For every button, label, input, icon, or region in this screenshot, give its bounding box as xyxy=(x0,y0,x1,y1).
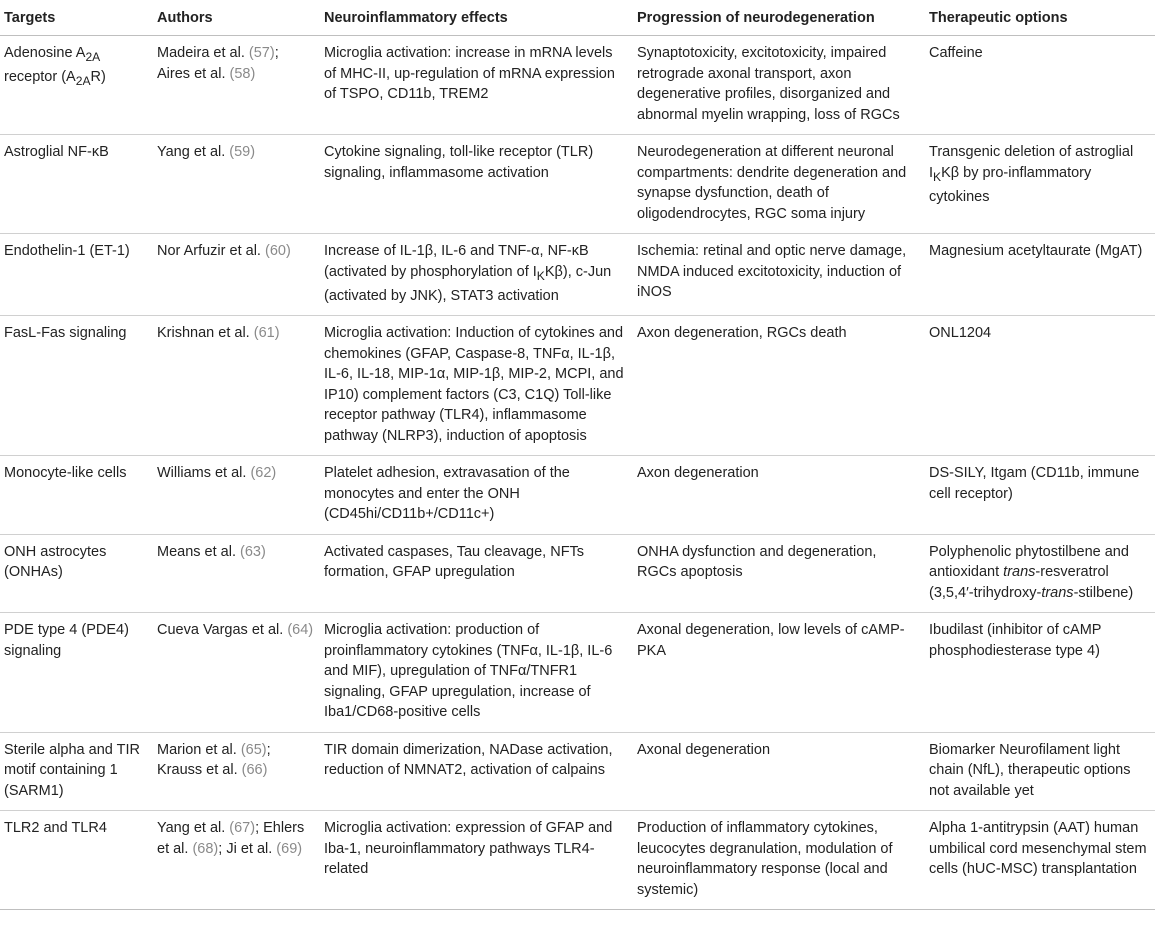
progression-cell: ONHA dysfunction and degeneration, RGCs apoptosis xyxy=(633,534,925,613)
progression-cell: Synaptotoxicity, excitotoxicity, impaired retrograde axonal transport, axon degenerative profiles, disorganized and abnormal myelin wrapping, loss of RGCs xyxy=(633,36,925,135)
table-row xyxy=(0,456,1155,535)
authors-cell: Krishnan et al. (61) xyxy=(153,316,320,456)
reference-link[interactable]: (59) xyxy=(229,144,256,160)
reference-link[interactable]: (68) xyxy=(192,840,219,857)
authors-cell: Yang et al. (59) xyxy=(153,135,320,234)
therapy-cell: Magnesium acetyltaurate (MgAT) xyxy=(925,234,1155,316)
target-cell: Monocyte-like cells xyxy=(0,456,153,535)
reference-link[interactable]: (60) xyxy=(264,243,291,259)
header-therapy: Therapeutic options xyxy=(925,0,1155,36)
therapy-cell: Polyphenolic phytostilbene and antioxidant trans-resveratrol (3,5,4′-trihydroxy-trans-stilbene) xyxy=(925,534,1155,613)
target-cell: FasL-Fas signaling xyxy=(0,316,153,456)
reference-link[interactable]: (63) xyxy=(240,543,266,560)
progression-cell: Axonal degeneration, low levels of cAMP-PKA xyxy=(633,613,925,733)
progression-cell: Neurodegeneration at different neuronal compartments: dendrite degeneration and synapse dysfunction, death of oligodendrocytes, RGC soma injury xyxy=(633,135,925,234)
table-row xyxy=(0,316,1155,456)
progression-cell: Ischemia: retinal and optic nerve damage, NMDA induced excitotoxicity, induction of iNOS xyxy=(633,234,925,316)
italic-text: trans xyxy=(1003,564,1036,581)
reference-link[interactable]: (66) xyxy=(241,762,268,779)
effects-cell: Microglia activation: production of proinflammatory cytokines (TNFα, IL-1β, IL-6 and MIF), upregulation of TNFα/TNFR1 signaling, GFAP upregulation, increase of Iba1/CD68-positive cells xyxy=(320,613,633,733)
effects-cell: Microglia activation: Induction of cytokines and chemokines (GFAP, Caspase-8, TNFα, IL-1β, IL-6, IL-18, MIP-1α, MIP-1β, MIP-2, MCPI, and IP10) complement factors (C3, C1Q) Toll-like receptor pathway (TLR4), inflammasome pathway (NLRP3), induction of apoptosis xyxy=(320,316,633,456)
table-row xyxy=(0,613,1155,733)
reference-link[interactable]: (57) xyxy=(248,45,275,61)
therapy-cell: DS-SILY, Itgam (CD11b, immune cell receptor) xyxy=(925,456,1155,535)
effects-cell: Platelet adhesion, extravasation of the monocytes and enter the ONH (CD45hi/CD11b+/CD11c+) xyxy=(320,456,633,535)
table-row xyxy=(0,534,1155,613)
therapy-cell: ONL1204 xyxy=(925,316,1155,456)
target-cell: Sterile alpha and TIR motif containing 1 (SARM1) xyxy=(0,732,153,811)
italic-text: trans xyxy=(1041,584,1074,601)
target-cell: TLR2 and TLR4 xyxy=(0,811,153,910)
authors-cell: Yang et al. (67); Ehlers et al. (68); Ji et al. (69) xyxy=(153,811,320,910)
target-cell: Astroglial NF-κB xyxy=(0,135,153,234)
progression-cell: Axon degeneration, RGCs death xyxy=(633,316,925,456)
reference-link[interactable]: (58) xyxy=(229,65,256,82)
table-row xyxy=(0,234,1155,316)
authors-cell: Williams et al. (62) xyxy=(153,456,320,535)
effects-cell: TIR domain dimerization, NADase activation, reduction of NMNAT2, activation of calpains xyxy=(320,732,633,811)
table-body xyxy=(0,36,1155,910)
target-cell: ONH astrocytes (ONHAs) xyxy=(0,534,153,613)
header-row xyxy=(0,0,1155,36)
header-progression: Progression of neurodegeneration xyxy=(633,0,925,36)
therapy-cell: Caffeine xyxy=(925,36,1155,135)
reference-link[interactable]: (61) xyxy=(253,325,280,342)
table-row xyxy=(0,811,1155,910)
authors-cell: Means et al. (63) xyxy=(153,534,320,613)
authors-cell: Marion et al. (65); Krauss et al. (66) xyxy=(153,732,320,811)
effects-cell: Increase of IL-1β, IL-6 and TNF-α, NF-κB (activated by phosphorylation of $I_KK\beta$), c-Jun (activated by JNK), STAT3 activation xyxy=(320,234,633,316)
therapy-cell: Ibudilast (inhibitor of cAMP phosphodiesterase type 4) xyxy=(925,613,1155,733)
subscript: 2A xyxy=(75,74,91,89)
therapy-cell: Alpha 1-antitrypsin (AAT) human umbilical cord mesenchymal stem cells (hUC-MSC) transplantation xyxy=(925,811,1155,910)
reference-link[interactable]: (64) xyxy=(287,622,314,639)
target-cell: PDE type 4 (PDE4) signaling xyxy=(0,613,153,733)
effects-cell: Activated caspases, Tau cleavage, NFTs formation, GFAP upregulation xyxy=(320,534,633,613)
table-row xyxy=(0,135,1155,234)
therapy-cell: Transgenic deletion of astroglial $I_KK\beta$ by pro-inflammatory cytokines xyxy=(925,135,1155,234)
table-row xyxy=(0,732,1155,811)
subscript: K xyxy=(536,268,545,283)
reference-link[interactable]: (62) xyxy=(250,465,277,482)
authors-cell: Cueva Vargas et al. (64) xyxy=(153,613,320,733)
reference-link[interactable]: (65) xyxy=(240,741,267,758)
subscript: K xyxy=(933,169,942,184)
header-authors: Authors xyxy=(153,0,320,36)
progression-cell: Production of inflammatory cytokines, leucocytes degranulation, modulation of neuroinflammatory response (local and systemic) xyxy=(633,811,925,910)
reference-link[interactable]: (69) xyxy=(276,840,303,857)
header-targets: Targets xyxy=(0,0,153,36)
progression-cell: Axon degeneration xyxy=(633,456,925,535)
target-cell: Endothelin-1 (ET-1) xyxy=(0,234,153,316)
progression-cell: Axonal degeneration xyxy=(633,732,925,811)
subscript: 2A xyxy=(85,49,101,64)
effects-cell: Microglia activation: expression of GFAP and Iba-1, neuroinflammatory pathways TLR4-related xyxy=(320,811,633,910)
header-effects: Neuroinflammatory effects xyxy=(320,0,633,36)
effects-cell: Cytokine signaling, toll-like receptor (TLR) signaling, inflammasome activation xyxy=(320,135,633,234)
effects-cell: Microglia activation: increase in mRNA levels of MHC-II, up-regulation of mRNA expression of TSPO, CD11b, TREM2 xyxy=(320,36,633,135)
authors-cell: Madeira et al. (57); Aires et al. (58) xyxy=(153,36,320,135)
authors-cell: Nor Arfuzir et al. (60) xyxy=(153,234,320,316)
table-row xyxy=(0,36,1155,135)
reference-link[interactable]: (67) xyxy=(229,820,256,837)
target-cell: Adenosine $A_{2A}$ receptor $(A_{2A}R)$ xyxy=(0,36,153,135)
therapy-cell: Biomarker Neurofilament light chain (NfL), therapeutic options not available yet xyxy=(925,732,1155,811)
